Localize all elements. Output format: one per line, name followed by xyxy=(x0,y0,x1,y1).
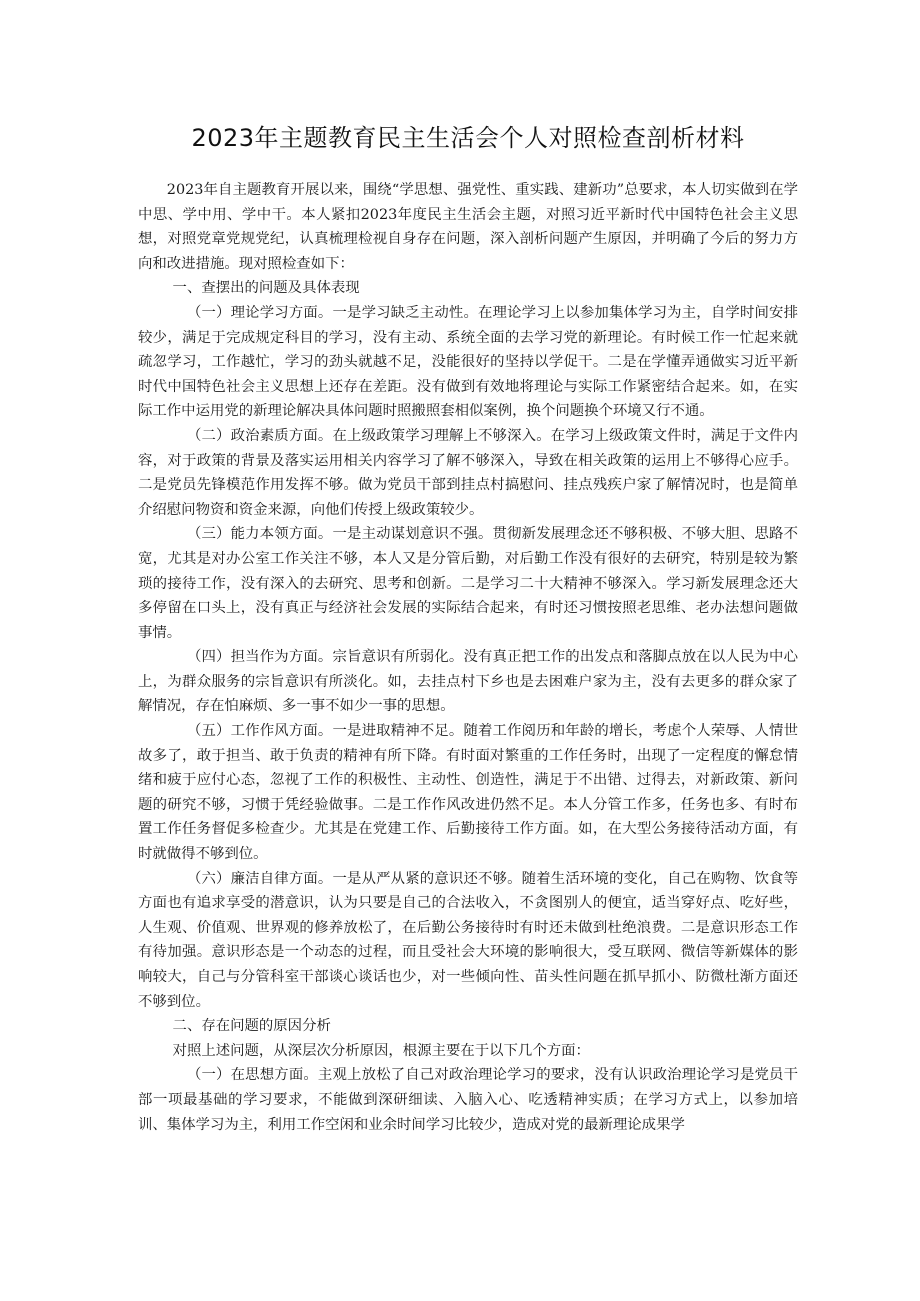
problem-paragraph-responsibility: （四）担当作为方面。宗旨意识有所弱化。没有真正把工作的出发点和落脚点放在以人民为中心上，为群众服务的宗旨意识有所淡化。如，去挂点村下乡也是去困难户家为主，没有去更多的群众家了解情况，存在怕麻烦、多一事不如少一事的思想。 xyxy=(138,649,798,715)
problem-paragraph-theory-study: （一）理论学习方面。一是学习缺乏主动性。在理论学习上以参加集体学习为主，自学时间安排较少，满足于完成规定科目的学习，没有主动、系统全面的去学习党的新理论。有时候工作一忙起来就疏忽学习，工作越忙，学习的劲头就越不足，没能很好的坚持以学促干。二是在学懂弄通做实习近平新时代中国特色社会主义思想上还存在差距。没有做到有效地将理论与实际工作紧密结合起来。如，在实际工作中运用党的新理论解决具体问题时照搬照套相似案例，换个问题换个环境又行不通。 xyxy=(138,304,798,420)
problem-paragraph-work-style: （五）工作作风方面。一是进取精神不足。随着工作阅历和年龄的增长，考虑个人荣辱、人情世故多了，敢于担当、敢于负责的精神有所下降。有时面对繁重的工作任务时，出现了一定程度的懈怠情绪和疲于应付心态，忽视了工作的积极性、主动性、创造性，满足于不出错、过得去，对新政策、新问题的研究不够，习惯于凭经验做事。二是工作作风改进仍然不足。本人分管工作多，任务也多、有时布置工作任务督促多检查少。尤其是在党建工作、后勤接待工作方面。如，在大型公务接待活动方面，有时就做得不够到位。 xyxy=(138,723,798,863)
problem-paragraph-integrity: （六）廉洁自律方面。一是从严从紧的意识还不够。随着生活环境的变化，自己在购物、饮食等方面也有追求享受的潜意识，认为只要是自己的合法收入，不贪图别人的便宜，适当穿好点、吃好些，人生观、价值观、世界观的修养放松了，在后勤公务接待时有时还未做到杜绝浪费。二是意识形态工作有待加强。意识形态是一个动态的过程，而且受社会大环境的影响很大，受互联网、微信等新媒体的影响较大，自己与分管科室干部谈心谈话也少，对一些倾向性、苗头性问题在抓早抓小、防微杜渐方面还不够到位。 xyxy=(138,870,798,1010)
document-page xyxy=(138,120,798,1137)
cause-paragraph-thinking: （一）在思想方面。主观上放松了自己对政治理论学习的要求，没有认识政治理论学习是党员干部一项最基础的学习要求，不能做到深研细读、入脑入心、吃透精神实质；在学习方式上，以参加培训、集体学习为主，利用工作空闲和业余时间学习比较少，造成对党的最新理论成果学 xyxy=(138,1067,798,1133)
causes-lead-paragraph: 对照上述问题，从深层次分析原因，根源主要在于以下几个方面： xyxy=(172,1042,590,1059)
problem-paragraph-ability: （三）能力本领方面。一是主动谋划意识不强。贯彻新发展理念还不够积极、不够大胆、思路不宽，尤其是对办公室工作关注不够，本人又是分管后勤，对后勤工作没有很好的去研究，特别是较为繁琐的接待工作，没有深入的去研究、思考和创新。二是学习二十大精神不够深入。学习新发展理念还大多停留在口头上，没有真正与经济社会发展的实际结合起来，有时还习惯按照老思维、老办法想问题做事情。 xyxy=(138,526,798,641)
section-heading-causes: 二、存在问题的原因分析 xyxy=(172,1018,331,1035)
document-title: 2023年主题教育民主生活会个人对照检查剖析材料 xyxy=(191,124,745,152)
intro-paragraph: 2023年自主题教育开展以来，围绕“学思想、强党性、重实践、建新功”总要求，本人切实做到在学中思、学中用、学中干。本人紧扣2023年度民主生活会主题，对照习近平新时代中国特色社会主义思想，对照党章党规党纪，认真梳理检视自身存在问题，深入剖析问题产生原因，并明确了今后的努力方向和改进措施。现对照检查如下： xyxy=(138,182,798,272)
problem-paragraph-political-quality: （二）政治素质方面。在上级政策学习理解上不够深入。在学习上级政策文件时，满足于文件内容，对于政策的背景及落实运用相关内容学习了解不够深入，导致在相关政策的运用上不够得心应手。二是党员先锋模范作用发挥不够。做为党员干部到挂点村搞慰问、挂点残疾户家了解情况时，也是简单介绍慰问物资和资金来源，向他们传授上级政策较少。 xyxy=(138,427,798,518)
section-heading-problems: 一、查摆出的问题及具体表现 xyxy=(172,280,360,297)
